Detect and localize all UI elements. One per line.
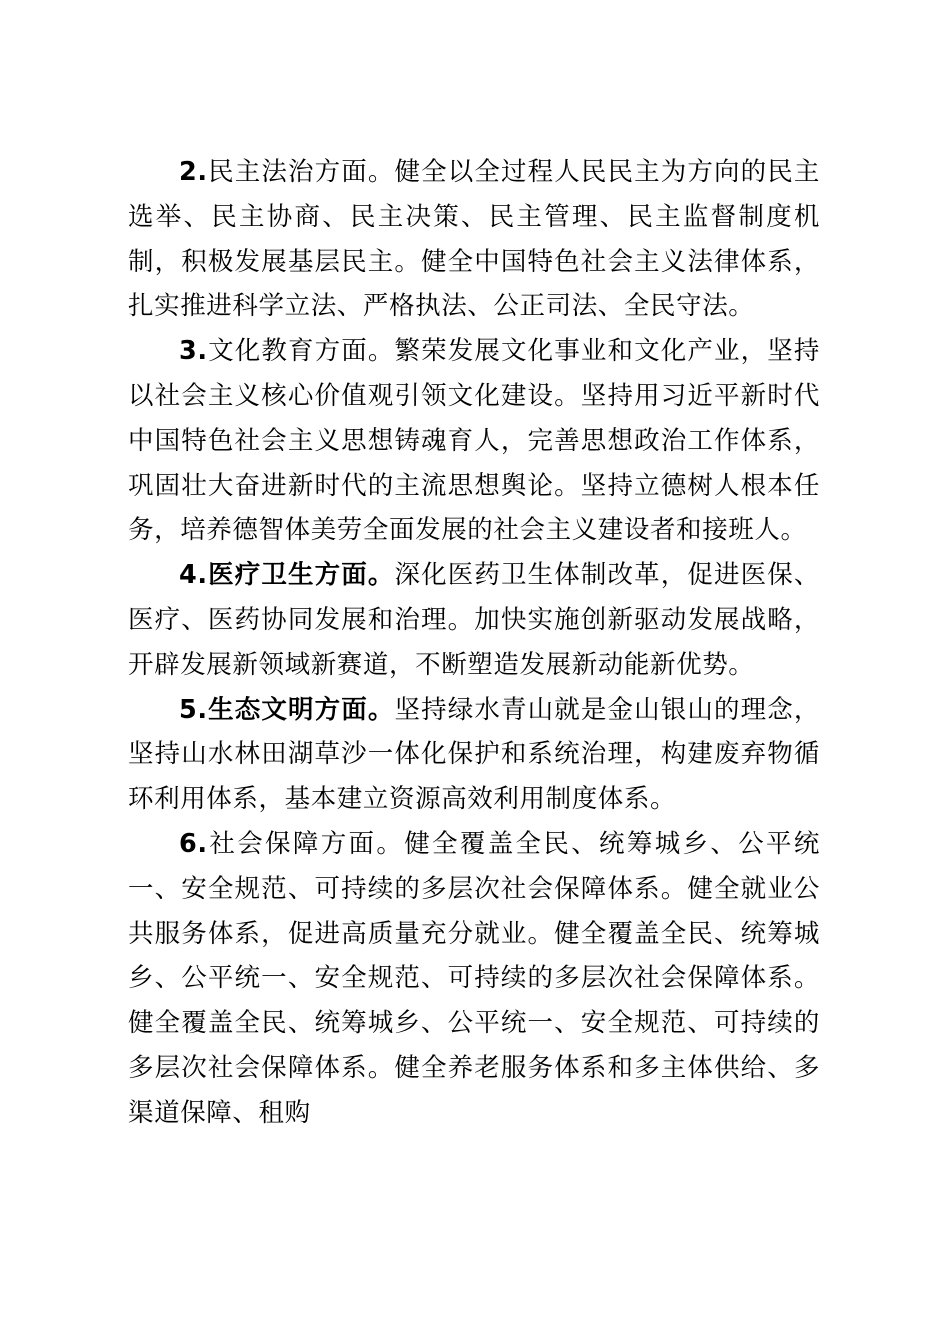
paragraph-body: 健全覆盖全民、统筹城乡、公平统一、安全规范、可持续的多层次社会保障体系。健全就业公共服务体系，促进高质量充分就业。健全覆盖全民、统筹城乡、公平统一、安全规范、可持续的多层次社会保障体系。健全覆盖全民、统筹城乡、公平统一、安全规范、可持续的多层次社会保障体系。健全养老服务体系和多主体供给、多渠道保障、租购 [128, 828, 820, 1128]
paragraph-healthcare [128, 553, 820, 687]
paragraph-social-security [128, 822, 820, 1136]
paragraph-culture-education [128, 329, 820, 553]
paragraph-heading: 生态文明方面。 [207, 694, 395, 725]
paragraph-ecology [128, 688, 820, 822]
document-body [128, 150, 820, 1136]
paragraph-number: 2. [179, 157, 208, 187]
paragraph-number: 4. [179, 560, 208, 591]
paragraph-body: 繁荣发展文化事业和文化产业，坚持以社会主义核心价值观引领文化建设。坚持用习近平新时代中国特色社会主义思想铸魂育人，完善思想政治工作体系，巩固壮大奋进新时代的主流思想舆论。坚持立德树人根本任务，培养德智体美劳全面发展的社会主义建设者和接班人。 [128, 336, 820, 546]
paragraph-body: 健全以全过程人民民主为方向的民主选举、民主协商、民主决策、民主管理、民主监督制度机制，积极发展基层民主。健全中国特色社会主义法律体系，扎实推进科学立法、严格执法、公正司法、全民守法。 [128, 157, 820, 322]
paragraph-heading: 医疗卫生方面。 [207, 560, 395, 591]
paragraph-number: 3. [179, 336, 208, 367]
paragraph-number: 6. [179, 828, 208, 859]
paragraph-body: 坚持绿水青山就是金山银山的理念，坚持山水林田湖草沙一体化保护和系统治理，构建废弃物循环利用体系，基本建立资源高效利用制度体系。 [128, 694, 820, 815]
paragraph-heading: 民主法治方面。 [207, 157, 395, 187]
paragraph-heading: 文化教育方面。 [207, 336, 395, 367]
paragraph-number: 5. [179, 694, 208, 725]
paragraph-body: 深化医药卫生体制改革，促进医保、医疗、医药协同发展和治理。加快实施创新驱动发展战略，开辟发展新领域新赛道，不断塑造发展新动能新优势。 [128, 560, 820, 680]
paragraph-democracy-rule-of-law [128, 150, 820, 329]
paragraph-heading: 社会保障方面。 [207, 828, 405, 859]
